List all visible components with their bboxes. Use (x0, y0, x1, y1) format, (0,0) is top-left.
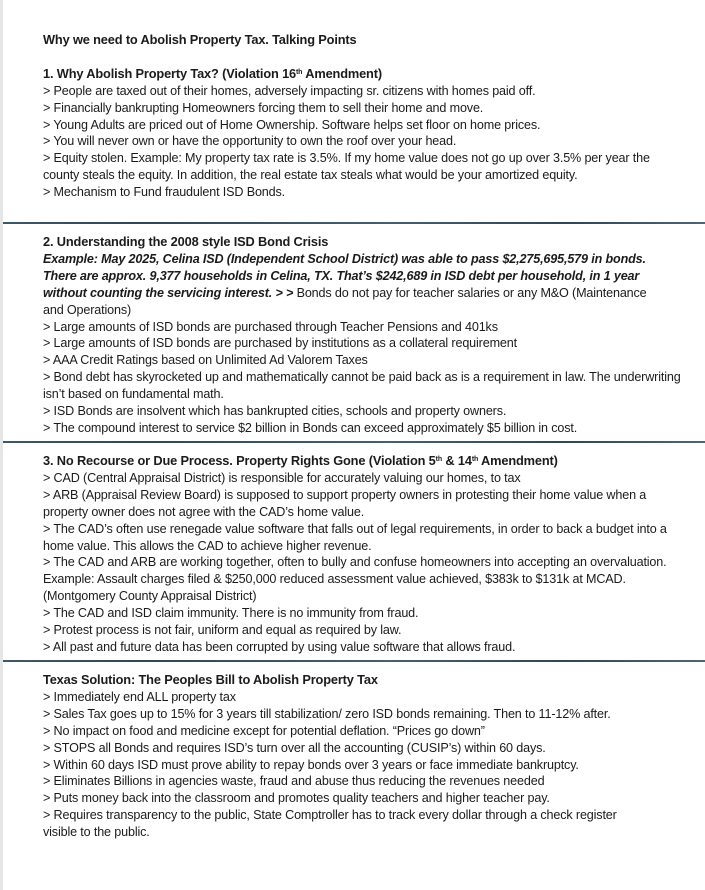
talking-point: > People are taxed out of their homes, adversely impacting sr. citizens with homes paid off. (43, 83, 536, 98)
talking-point: > Large amounts of ISD bonds are purchased by institutions as a collateral requirement (43, 336, 517, 351)
section-divider (3, 660, 705, 662)
talking-point: > Equity stolen. Example: My property tax rate is 3.5%. If my home value does not go up over 3.5% per year the county steals the equity. In addition, the real estate tax steals what would be your amortized equity. (43, 151, 650, 183)
talking-point: > Large amounts of ISD bonds are purchased through Teacher Pensions and 401ks (43, 319, 498, 334)
talking-point: > AAA Credit Ratings based on Unlimited Ad Valorem Taxes (43, 353, 368, 368)
document-title: Why we need to Abolish Property Tax. Talking Points (43, 32, 357, 47)
talking-point: > The CAD and ISD claim immunity. There is no immunity from fraud. (43, 606, 419, 621)
talking-point: > The CAD and ARB are working together, often to bully and confuse homeowners into accepting an overvaluation. Example: Assault charges filed & $250,000 reduced assessment value achieved, $383k to $131k at MCAD. (Montgomery County Appraisal District) (43, 555, 667, 604)
talking-point: > Protest process is not fair, uniform and equal as required by law. (43, 623, 402, 638)
talking-point: > Young Adults are priced out of Home Ownership. Software helps set floor on home prices. (43, 117, 541, 132)
section-no-recourse (43, 453, 683, 656)
section-heading: 2. Understanding the 2008 style ISD Bond Crisis (43, 234, 329, 249)
example-emphasis: Example: May 2025, Celina ISD (Independent School District) was able to pass $2,275,695,579 in bonds. There are approx. 9,377 households in Celina, TX. That’s $242,689 in ISD debt per household, in 1 year without counting the servicing interest. > > (43, 251, 646, 300)
talking-point: > You will never own or have the opportunity to own the roof over your head. (43, 134, 457, 149)
talking-point: > The CAD’s often use renegade value software that falls out of legal requirements, in order to back a budget into a home value. This allows the CAD to achieve higher revenue. (43, 521, 667, 553)
section-heading: Texas Solution: The Peoples Bill to Abolish Property Tax (43, 672, 378, 687)
talking-point: > Immediately end ALL property tax (43, 689, 236, 704)
section-divider (3, 441, 705, 443)
section-isd-bond-crisis (43, 234, 683, 437)
talking-point: > CAD (Central Appraisal District) is responsible for accurately valuing our homes, to tax (43, 470, 521, 485)
talking-point: > No impact on food and medicine except for potential deflation. “Prices go down” (43, 723, 485, 738)
section-why-abolish (43, 32, 683, 201)
section-heading: 1. Why Abolish Property Tax? (Violation 16th Amendment) (43, 65, 382, 81)
talking-point: > Mechanism to Fund fraudulent ISD Bonds. (43, 185, 286, 200)
section-heading: 3. No Recourse or Due Process. Property Rights Gone (Violation 5th & 14th Amendment) (43, 453, 558, 468)
talking-point: > Eliminates Billions in agencies waste, fraud and abuse thus reducing the revenues needed (43, 774, 545, 789)
talking-point: > Sales Tax goes up to 15% for 3 years till stabilization/ zero ISD bonds remaining. Then to 11-12% after. (43, 706, 611, 721)
talking-point: > All past and future data has been corrupted by using value software that allows fraud. (43, 639, 516, 654)
talking-point: > The compound interest to service $2 billion in Bonds can exceed approximately $5 billion in cost. (43, 420, 578, 435)
talking-point: > STOPS all Bonds and requires ISD’s turn over all the accounting (CUSIP’s) within 60 days. (43, 740, 546, 755)
talking-point: > ISD Bonds are insolvent which has bankrupted cities, schools and property owners. (43, 404, 507, 419)
section-divider (3, 222, 705, 224)
celina-example (43, 251, 683, 319)
talking-point: > Financially bankrupting Homeowners forcing them to sell their home and move. (43, 100, 484, 115)
talking-point: > Within 60 days ISD must prove ability to repay bonds over 3 years or face immediate bankruptcy. (43, 757, 579, 772)
talking-point: > ARB (Appraisal Review Board) is supposed to support property owners in protesting their home value when a property owner does not agree with the CAD’s home value. (43, 487, 647, 519)
talking-point: > Puts money back into the classroom and promotes quality teachers and higher teacher pay. (43, 791, 550, 806)
example-note: Bonds do not pay for teacher salaries or any M&O (Maintenance and Operations) (43, 285, 647, 317)
talking-point: > Requires transparency to the public, State Comptroller has to track every dollar through a check register visible to the public. (43, 808, 617, 840)
talking-point: > Bond debt has skyrocketed up and mathematically cannot be paid back as is a requirement in law. The underwriting isn’t based on fundamental math. (43, 370, 681, 402)
section-texas-solution (43, 672, 683, 841)
